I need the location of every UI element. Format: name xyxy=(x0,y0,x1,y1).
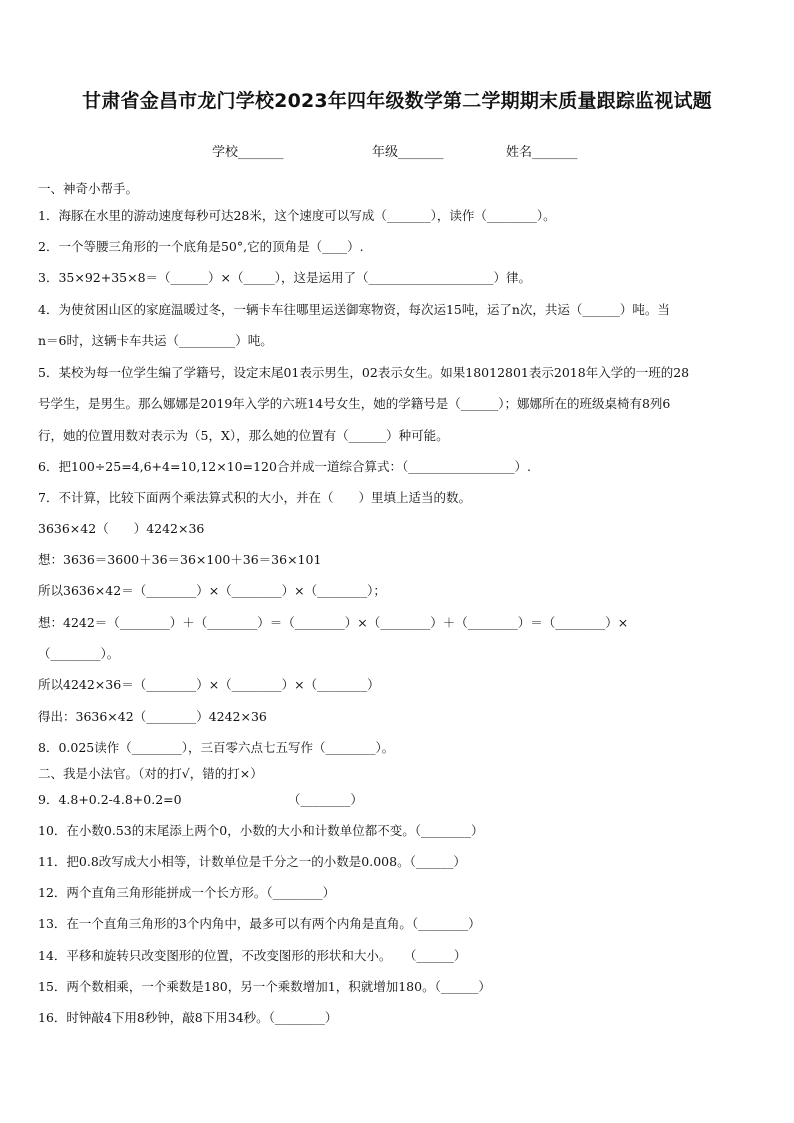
name-field: 姓名_______ xyxy=(506,145,578,160)
question-7-compare: 3636×42（ ）4242×36 xyxy=(38,521,205,536)
question-15: 15．两个数相乘，一个乘数是180，另一个乘数增加1，积就增加180。（______） xyxy=(38,979,491,994)
question-2: 2．一个等腰三角形的一个底角是50°,它的顶角是（____）. xyxy=(38,239,364,254)
question-7-result: 得出：3636×42（________）4242×36 xyxy=(38,709,267,724)
grade-field: 年级_______ xyxy=(372,145,444,160)
exam-title: 甘肃省金昌市龙门学校2023年四年级数学第二学期期末质量跟踪监视试题 xyxy=(82,90,712,112)
question-5-line-1: 5．某校为每一位学生编了学籍号，设定末尾01表示男生，02表示女生。如果18012801表示2018年入学的一班的28 xyxy=(38,365,690,380)
question-3: 3．35×92+35×8＝（______）×（_____），这是运用了（____________________）律。 xyxy=(38,270,532,285)
section-1-heading: 一、神奇小帮手。 xyxy=(38,181,139,196)
question-7-so-2: 所以4242×36＝（________）×（________）×（________） xyxy=(38,677,380,692)
question-13: 13．在一个直角三角形的3个内角中，最多可以有两个内角是直角。（________） xyxy=(38,916,481,931)
question-4-line-1: 4．为使贫困山区的家庭温暖过冬，一辆卡车往哪里运送御寒物资，每次运15吨，运了n次，共运（______）吨。当 xyxy=(38,302,670,317)
question-7-think-2: 想：4242＝（________）＋（________）＝（________）×（________）＋（________）＝（________）× xyxy=(38,615,629,630)
question-14: 14．平移和旋转只改变图形的位置，不改变图形的形状和大小。 （______） xyxy=(38,948,467,963)
question-9: 9．4.8+0.2-4.8+0.2=0 （________） xyxy=(38,792,363,807)
question-1: 1．海豚在水里的游动速度每秒可达28米，这个速度可以写成（_______），读作（________）。 xyxy=(38,208,556,223)
question-12: 12．两个直角三角形能拼成一个长方形。（________） xyxy=(38,885,336,900)
question-6: 6．把100÷25=4,6+4=10,12×10=120合并成一道综合算式：（_________________）. xyxy=(38,459,531,474)
question-7: 7．不计算，比较下面两个乘法算式积的大小，并在（ ）里填上适当的数。 xyxy=(38,490,471,505)
question-10: 10．在小数0.53的末尾添上两个0，小数的大小和计数单位都不变。（________） xyxy=(38,823,484,838)
question-7-so-1: 所以3636×42＝（________）×（________）×（________）； xyxy=(38,583,386,598)
question-4-line-2: n＝6时，这辆卡车共运（_________）吨。 xyxy=(38,333,273,348)
question-7-think-2-cont: （________）。 xyxy=(38,646,120,661)
section-2-heading: 二、我是小法官。（对的打√，错的打×） xyxy=(38,766,263,781)
school-field: 学校_______ xyxy=(212,145,284,160)
question-5-line-2: 号学生，是男生。那么娜娜是2019年入学的六班14号女生，她的学籍号是（______）；娜娜所在的班级桌椅有8列6 xyxy=(38,396,671,411)
question-5-line-3: 行，她的位置用数对表示为（5，X），那么她的位置有（______）种可能。 xyxy=(38,428,449,443)
question-11: 11．把0.8改写成大小相等，计数单位是千分之一的小数是0.008。（______） xyxy=(38,854,466,869)
question-8: 8．0.025读作（________），三百零六点七五写作（________）。 xyxy=(38,740,395,755)
question-16: 16．时钟敲4下用8秒钟，敲8下用34秒。（________） xyxy=(38,1010,338,1025)
question-7-think-1: 想：3636＝3600＋36＝36×100＋36＝36×101 xyxy=(38,552,322,567)
